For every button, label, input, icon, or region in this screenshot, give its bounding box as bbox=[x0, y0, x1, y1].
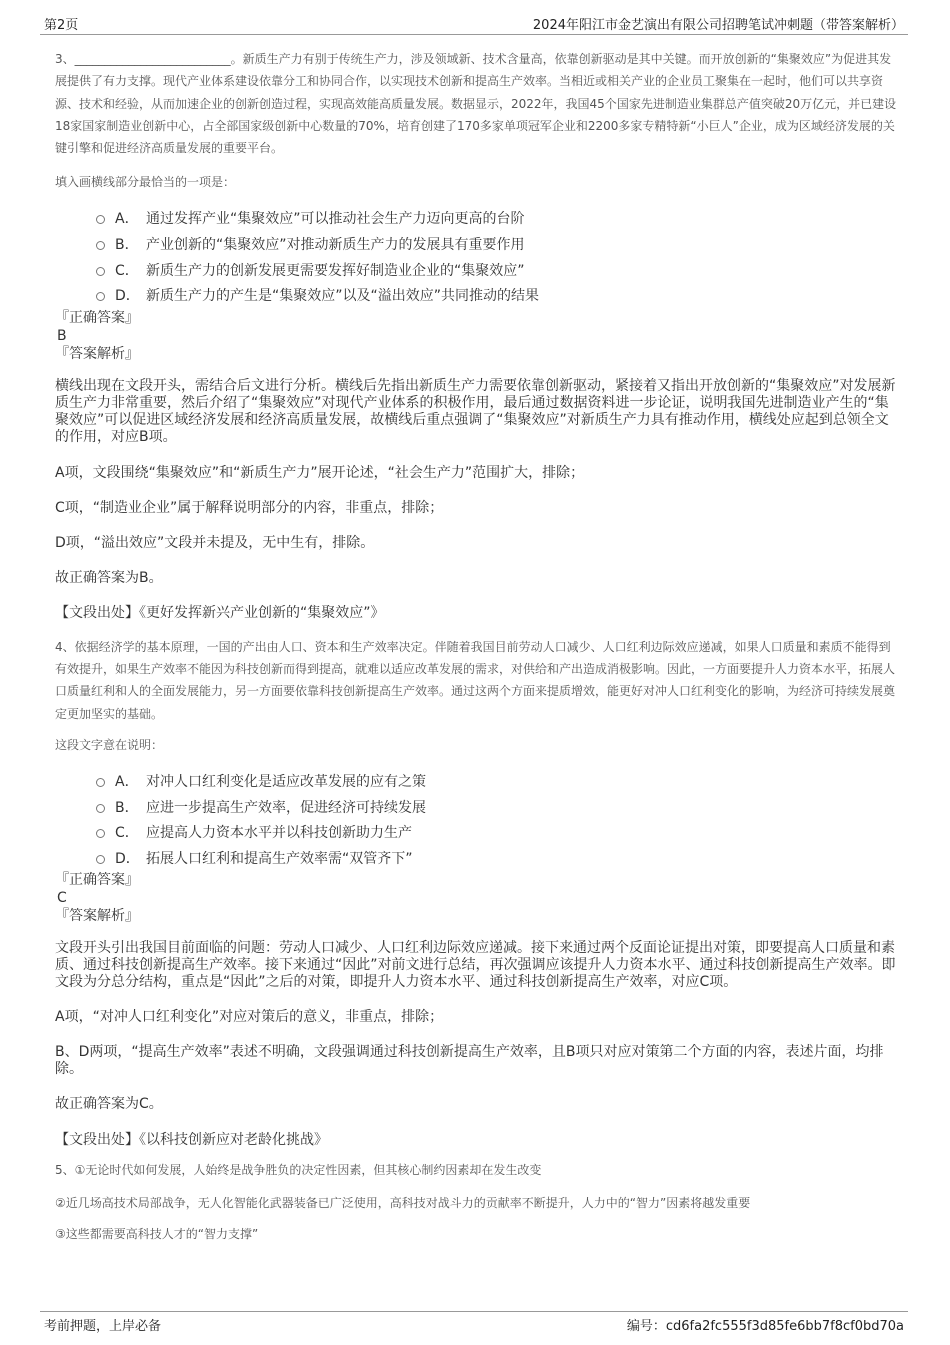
option-text: 应提高人力资本水平并以科技创新助力生产 bbox=[146, 825, 412, 842]
radio-icon[interactable] bbox=[96, 778, 105, 787]
document-title: 2024年阳江市金艺演出有限公司招聘笔试冲刺题（带答案解析） bbox=[532, 18, 904, 33]
option-letter: C． bbox=[115, 262, 139, 279]
q3-stem: 3、__________________________。新质生产力有别于传统生产力，涉及领域新、技术含量高，依靠创新驱动是其中关键。而开放创新的“集聚效应”为促进其发展提供了有力支撑。现代产业体系建设依靠分工和协同合作，以实现技术创新和提高生产效率。当相近或相关产业的企业员工聚集在一起时，他们可以共享资源、技术和经验，从而加速企业的创新创造过程，实现高效能高质量发展。数据显示，2022年，我国45个国家先进制造业集群总产值突破20万亿元，并已建设18家国家制造业创新中心，占全部国家级创新中心数量的70%，培育创建了170多家单项冠军企业和2200多家专精特新“小巨人”企业，成为区域经济发展的关键引擎和促进经济高质量发展的重要平台。 bbox=[55, 52, 897, 156]
option-letter: D． bbox=[115, 288, 140, 305]
radio-icon[interactable] bbox=[96, 215, 105, 224]
option-letter: A． bbox=[115, 774, 139, 791]
radio-icon[interactable] bbox=[96, 804, 105, 813]
q4-option-b[interactable] bbox=[95, 796, 902, 822]
radio-icon[interactable] bbox=[96, 241, 105, 250]
q4-answer-label: 『正确答案』 bbox=[55, 872, 139, 889]
q3-analysis-conclusion: 故正确答案为B。 bbox=[55, 569, 163, 586]
q5-line-3: ③这些都需要高科技人才的“智力支撑” bbox=[55, 1227, 259, 1242]
option-letter: A． bbox=[115, 211, 139, 228]
q4-analysis-a: A项，“对冲人口红利变化”对应对策后的意义，非重点，排除； bbox=[55, 1009, 444, 1026]
option-letter: C． bbox=[115, 825, 139, 842]
q3-option-a[interactable] bbox=[95, 207, 902, 233]
option-text: 产业创新的“集聚效应”对推动新质生产力的发展具有重要作用 bbox=[146, 237, 525, 254]
page-footer bbox=[40, 1311, 908, 1336]
radio-icon[interactable] bbox=[96, 267, 105, 276]
option-text: 新质生产力的产生是“集聚效应”以及“溢出效应”共同推动的结果 bbox=[146, 288, 540, 305]
q4-option-c[interactable] bbox=[95, 821, 902, 847]
option-text: 应进一步提高生产效率，促进经济可持续发展 bbox=[146, 799, 426, 816]
option-letter: B． bbox=[115, 237, 139, 254]
q3-analysis-d: D项，“溢出效应”文段并未提及，无中生有，排除。 bbox=[55, 534, 375, 551]
radio-icon[interactable] bbox=[96, 829, 105, 838]
q3-analysis-main: 横线出现在文段开头，需结合后文进行分析。横线后先指出新质生产力需要依靠创新驱动，紧接着又指出开放创新的“集聚效应”对发展新质生产力非常重要，然后介绍了“集聚效应”对现代产业体系的积极作用，最后通过数据资料进一步论证，说明我国先进制造业产生的“集聚效应”可以促进区域经济发展和经济高质量发展，故横线后重点强调了“集聚效应”对新质生产力具有推动作用，横线处应起到总领全文的作用，对应B项。 bbox=[55, 377, 896, 445]
q4-analysis-bd: B、D两项，“提高生产效率”表述不明确，文段强调通过科技创新提高生产效率，且B项只对应对策第二个方面的内容，表述片面，均排除。 bbox=[55, 1044, 884, 1078]
q4-source: 【文段出处】《以科技创新应对老龄化挑战》 bbox=[55, 1132, 328, 1149]
q3-analysis-a: A项，文段围绕“集聚效应”和“新质生产力”展开论述，“社会生产力”范围扩大，排除； bbox=[55, 464, 585, 481]
q3-answer-label: 『正确答案』 bbox=[55, 309, 139, 326]
q4-analysis-label: 『答案解析』 bbox=[55, 908, 139, 925]
q3-option-b[interactable] bbox=[95, 233, 902, 259]
q4-option-d[interactable] bbox=[95, 847, 902, 873]
option-letter: B． bbox=[115, 799, 139, 816]
q5-line-2: ②近几场高技术局部战争，无人化智能化武器装备已广泛使用，高科技对战斗力的贡献率不断提升，人力中的“智力”因素将越发重要 bbox=[55, 1195, 751, 1210]
page-header bbox=[40, 14, 908, 35]
q3-option-d[interactable] bbox=[95, 284, 902, 310]
q4-analysis-conclusion: 故正确答案为C。 bbox=[55, 1096, 163, 1113]
q4-option-a[interactable] bbox=[95, 770, 902, 796]
radio-icon[interactable] bbox=[96, 292, 105, 301]
option-text: 对冲人口红利变化是适应改革发展的应有之策 bbox=[146, 774, 426, 791]
q3-analysis-c: C项，“制造业企业”属于解释说明部分的内容，非重点，排除； bbox=[55, 499, 444, 516]
option-text: 通过发挥产业“集聚效应”可以推动社会生产力迈向更高的台阶 bbox=[146, 211, 525, 228]
q4-prompt: 这段文字意在说明： bbox=[55, 738, 164, 753]
q4-stem: 4、依据经济学的基本原理，一国的产出由人口、资本和生产效率决定。伴随着我国目前劳动人口减少、人口红利边际效应递减，如果人口质量和素质不能得到有效提升，如果生产效率不能因为科技创新而得到提高，就难以适应改革发展的需求，对供给和产出造成消极影响。因此，一方面要提升人力资本水平，拓展人口质量红利和人的全面发展能力，另一方面要依靠科技创新提高生产效率。通过这两个方面来提质增效，能更好对冲人口红利变化的影响，为经济可持续发展奠定更加坚实的基础。 bbox=[55, 639, 896, 721]
q4-options bbox=[95, 770, 902, 872]
footer-slogan: 考前押题，上岸必备 bbox=[44, 1319, 162, 1334]
q5-line-1: 5、①无论时代如何发展，人始终是战争胜负的决定性因素，但其核心制约因素却在发生改变 bbox=[55, 1163, 542, 1178]
q3-source: 【文段出处】《更好发挥新兴产业创新的“集聚效应”》 bbox=[55, 604, 385, 621]
q3-analysis-label: 『答案解析』 bbox=[55, 345, 139, 362]
q3-options bbox=[95, 207, 902, 309]
radio-icon[interactable] bbox=[96, 855, 105, 864]
q3-option-c[interactable] bbox=[95, 259, 902, 285]
content bbox=[55, 48, 902, 1245]
q3-answer: B bbox=[57, 327, 67, 344]
option-letter: D． bbox=[115, 850, 140, 867]
q3-prompt: 填入画横线部分最恰当的一项是： bbox=[55, 175, 236, 190]
option-text: 拓展人口红利和提高生产效率需“双管齐下” bbox=[146, 850, 413, 867]
q4-answer: C bbox=[57, 890, 67, 907]
document-id: 编号：cd6fa2fc555f3d85fe6bb7f8cf0bd70a bbox=[626, 1319, 904, 1334]
option-text: 新质生产力的创新发展更需要发挥好制造业企业的“集聚效应” bbox=[146, 262, 525, 279]
q4-analysis-main: 文段开头引出我国目前面临的问题：劳动人口减少、人口红利边际效应递减。接下来通过两个反面论证提出对策，即要提高人口质量和素质、通过科技创新提高生产效率。接下来通过“因此”对前文进行总结，再次强调应该提升人力资本水平、通过科技创新提高生产效率。即文段为分总分结构，重点是“因此”之后的对策，即提升人力资本水平、通过科技创新提高生产效率，对应C项。 bbox=[55, 940, 896, 991]
page-number: 第2页 bbox=[44, 18, 79, 33]
